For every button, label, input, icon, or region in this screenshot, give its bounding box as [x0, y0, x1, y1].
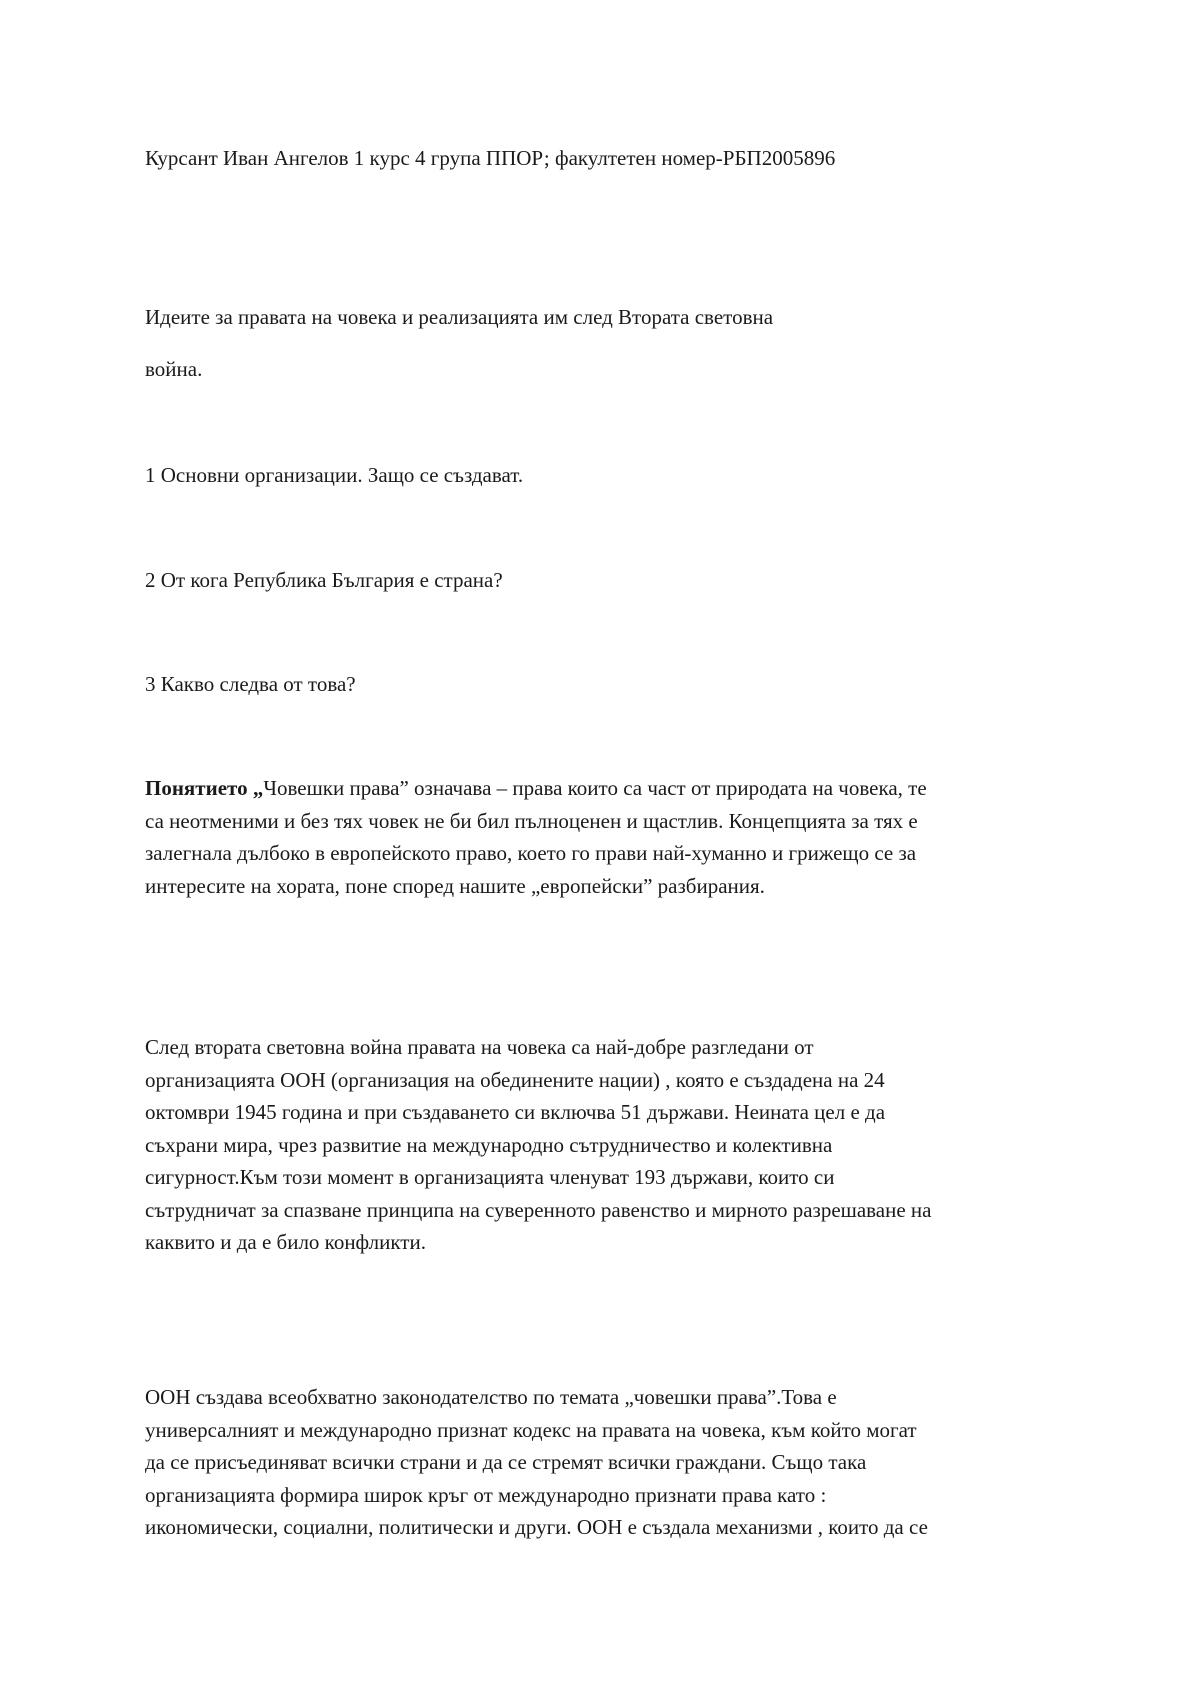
un-paragraph [145, 1031, 1075, 1259]
definition-bold-term: Понятието „ [145, 776, 264, 800]
document-title-line-2: война. [145, 357, 203, 381]
definition-line-4: интересите на хората, поне според нашите „европейски” разбирания. [145, 873, 765, 898]
document-title-line-1: Идеите за правата на човека и реализацията им след Втората световна [145, 305, 774, 329]
definition-line-1 [145, 772, 1075, 805]
un-paragraph-line: каквито и да е било конфликти. [145, 1230, 426, 1254]
legislation-paragraph-line: да се присъединяват всички страни и да се стремят всички граждани. Също така [145, 1450, 867, 1474]
un-paragraph-line: След втората световна война правата на човека са най-добре разгледани от [145, 1035, 814, 1059]
un-paragraph-line: организацията ООН (организация на обединените нации) , която е създадена на 24 [145, 1067, 885, 1092]
question-2: 2 От кога Република България е страна? [145, 568, 503, 592]
question-3: 3 Какво следва от това? [145, 672, 356, 696]
definition-line-3: залегнала дълбоко в европейското право, което го прави най-хуманно и грижещо се за [145, 841, 917, 865]
definition-line-1-text: Човешки права” означава – права които са част от природата на човека, те [263, 776, 927, 800]
author-header: Курсант Иван Ангелов 1 курс 4 група ППОР; факултетен номер-РБП2005896 [145, 146, 836, 170]
un-paragraph-line: октомври 1945 година и при създаването си включва 51 държави. Неината цел е да [145, 1100, 886, 1124]
un-paragraph-line: сътрудничат за спазване принципа на суверенното равенство и мирното разрешаване на [145, 1197, 932, 1222]
legislation-paragraph-line: икономически, социални, политически и други. ООН е създала механизми , които да се [145, 1515, 928, 1539]
definition-paragraph [145, 772, 1075, 902]
legislation-paragraph-line: универсалният и международно признат кодекс на правата на човека, към който могат [145, 1417, 917, 1442]
legislation-paragraph-line: организацията формира широк кръг от международно признати права като : [145, 1482, 827, 1507]
un-paragraph-line: сигурност.Към този момент в организацията членуват 193 държави, които си [145, 1165, 835, 1189]
legislation-paragraph-line: ООН създава всеобхватно законодателство по темата „човешки права”.Това е [145, 1385, 837, 1409]
legislation-paragraph [145, 1381, 1075, 1544]
un-paragraph-line: съхрани мира, чрез развитие на международно сътрудничество и колективна [145, 1132, 833, 1157]
question-1: 1 Основни организации. Защо се създават. [145, 463, 524, 487]
definition-line-2: са неотменими и без тях човек не би бил пълноценен и щастлив. Концепцията за тях е [145, 808, 918, 833]
